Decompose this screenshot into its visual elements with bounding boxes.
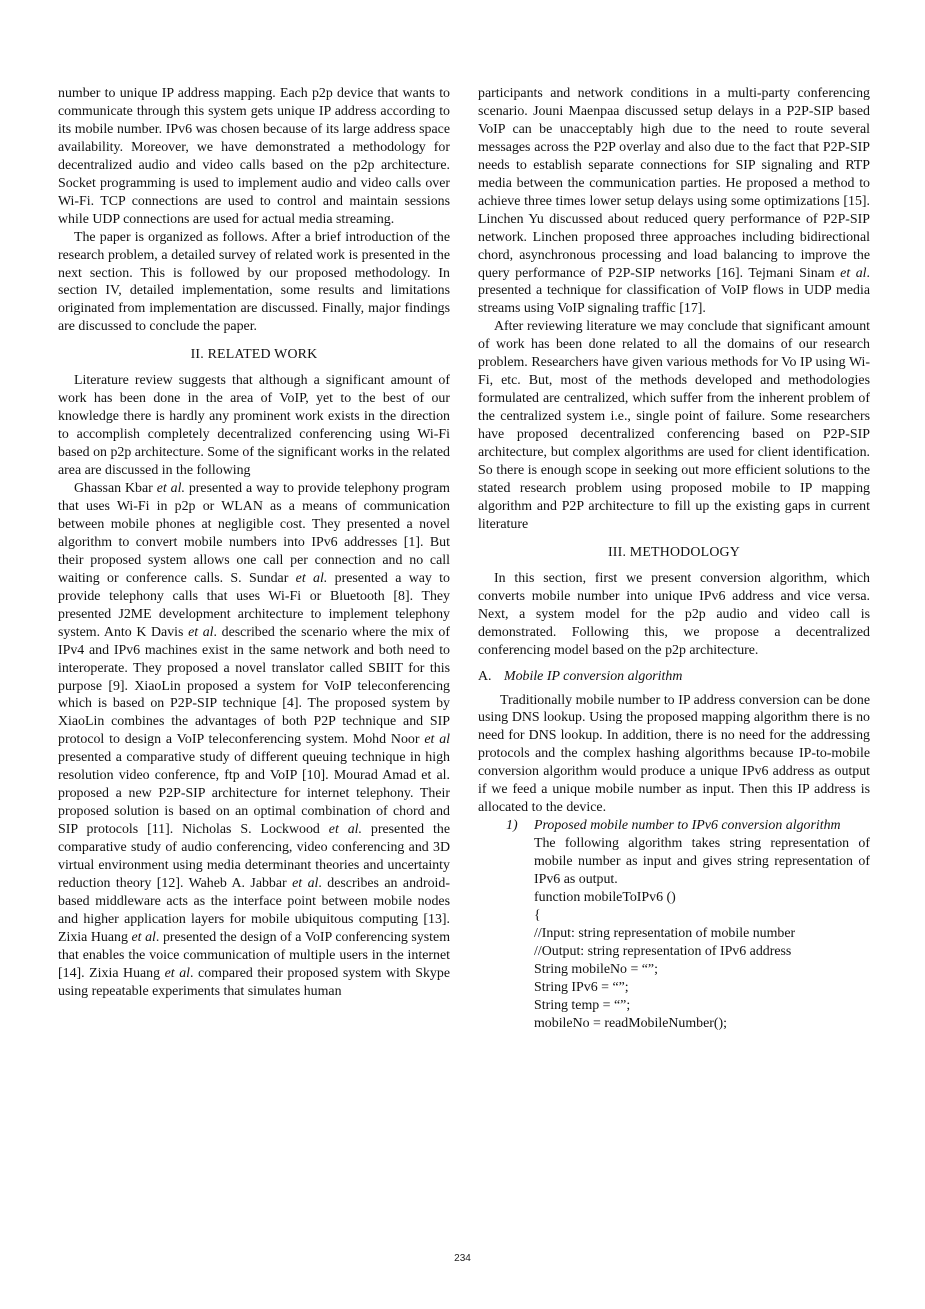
text-run: . presented a technique for classification of VoIP flows in UDP media streams using VoIP signaling traffic [17]. xyxy=(478,265,870,317)
code-line: function mobileToIPv6 () xyxy=(534,889,676,905)
etal-italic: et al. xyxy=(328,822,362,838)
code-line: //Output: string representation of IPv6 address xyxy=(534,943,792,959)
text-run: . compared their proposed system with Skype using repeatable experiments that simulates human xyxy=(58,965,450,999)
step-number: 1) xyxy=(506,818,518,834)
etal-italic: et al xyxy=(424,732,450,748)
subsection-label: A. xyxy=(478,668,492,684)
algorithm-step xyxy=(478,817,870,889)
paragraph-conversion: Traditionally mobile number to IP address conversion can be done using DNS lookup. Using the proposed mapping algorithm there is no need for DNS lookup. In addition, there is no need for the addressing protocols and the complex hashing algorithms because IP-to-mobile conversion algorithm would produce a unique IPv6 address as output if we feed a unique mobile number as input. Then this IP address is allocated to the device. xyxy=(478,692,870,816)
paragraph-intro-end: number to unique IP address mapping. Each p2p device that wants to communicate through this system gets unique IP address according to its mobile number. IPv6 was chosen because of its large address space availability. Moreover, we have demonstrated a methodology for decentralized audio and video calls based on the p2p architecture. Socket programming is used to implement audio and video calls over Wi-Fi. TCP connections are used to control and maintain sessions while UDP connections are used for actual media streaming. xyxy=(58,86,450,227)
code-line: { xyxy=(534,907,541,923)
text-run: presented the comparative study of audio conferencing, video conferencing and 3D virtual environment using media determinant theories and uncertainty reduction theory [12]. Waheb A. Jabbar xyxy=(58,822,451,891)
text-run: . presented the design of a VoIP conferencing system that enables the voice communication of multiple users in the internet [14]. Zixia Huang xyxy=(58,929,450,981)
paragraph-literature-conclusion: After reviewing literature we may conclude that significant amount of work has been done related to all the domains of our research problem. Researchers have given various methods for Vo IP using Wi-Fi, etc. But, most of the methods developed and methodologies formulated are centralized, which suffer from the inherent problem of the centralized system i.e., single point of failure. Some researchers have proposed decentralized conferencing based on P2P-SIP architecture, but complex algorithms are used for client identification. So there is enough scope in seeking out more efficient solutions to the stated research problem using proposed mobile to IP mapping algorithm and P2P architecture to fill up the existing gaps in current literature xyxy=(478,319,870,532)
etal-italic: et al. xyxy=(156,481,185,497)
step-body: The following algorithm takes string representation of mobile number as input and gives string representation of IPv6 as output. xyxy=(534,836,870,888)
code-listing xyxy=(478,889,870,1033)
code-line: String mobileNo = “”; xyxy=(534,961,658,977)
subsection-heading-conversion xyxy=(478,668,870,686)
paragraph-related-works-cont xyxy=(478,85,870,318)
etal-italic: et al xyxy=(188,624,214,640)
text-run: . described the scenario where the mix of IPv4 and IPv6 machines exist in the same network and both need to interoperate. They proposed a novel translator called SBIIT for this purpose [9]. XiaoLin proposed a system for VoIP teleconferencing which is based on P2P-SIP technique [4]. The proposed system by XiaoLin combines the advantages of both P2P technique and SIP protocol to design a VoIP teleconferencing system. Mohd Noor xyxy=(58,624,450,748)
text-run: presented a way to provide telephony program that uses Wi-Fi in p2p or WLAN as a means of communication between mobile phones at negligible cost. They presented a novel algorithm to convert mobile numbers into IPv6 addresses [1]. But their proposed system allows one call per connection and no call waiting or conference calls. S. Sundar xyxy=(58,481,450,586)
paragraph-related-works xyxy=(58,480,450,1001)
etal-italic: et al xyxy=(292,875,319,891)
paragraph-literature-review: Literature review suggests that although a significant amount of work has been done in the area of VoIP, yet to the best of our knowledge there is hardly any prominent work exists in the direction to accomplish completely decentralized conferencing using Wi-Fi based on p2p architecture. Some of the significant works in the related area are discussed in the following xyxy=(58,373,450,479)
text-run: participants and network conditions in a multi-party conferencing scenario. Jouni Maenpaa discussed setup delays in a P2P-SIP based VoIP can be unacceptably high due to the need to route several messages across the P2P overlay and also due to the fact that P2P-SIP needs to establish separate connections for SIP signaling and RTP media between the communication parties. He proposed a method to achieve three times lower setup delays using some optimizations [15]. Linchen Yu discussed about reduced query performance of P2P-SIP network. Linchen proposed three approaches including bidirectional chord, asynchronous processing and load balancing to improve the query performance of P2P-SIP networks [16]. Tejmani Sinam xyxy=(478,86,870,281)
text-run: Ghassan Kbar xyxy=(74,481,157,497)
page-number: 234 xyxy=(454,1253,471,1264)
etal-italic: et al xyxy=(840,265,867,281)
paragraph-organization: The paper is organized as follows. After a brief introduction of the research problem, a detailed survey of related work is presented in the next section. This is followed by our proposed methodology. In section IV, detailed implementation, some results and limitations originated from implementation are discussed. Finally, major findings are discussed to conclude the paper. xyxy=(58,229,450,335)
code-line: String IPv6 = “”; xyxy=(534,979,629,995)
left-column xyxy=(58,85,450,1001)
etal-italic: et al xyxy=(131,929,156,945)
text-run: . describes an android-based middleware acts as the interface point between mobile nodes and higher application layers for mobile ubiquitous computing [13]. Zixia Huang xyxy=(58,875,450,945)
step-title: Proposed mobile number to IPv6 conversion algorithm xyxy=(534,818,841,834)
text-run: presented a way to provide telephony calls that uses Wi-Fi or Bluetooth [8]. They presented J2ME development architecture to implement telephony system. Anto K Davis xyxy=(58,570,450,640)
code-line: //Input: string representation of mobile number xyxy=(534,925,796,941)
etal-italic: et al xyxy=(164,965,191,981)
code-line: mobileNo = readMobileNumber(); xyxy=(534,1015,727,1031)
paragraph-methodology-intro: In this section, first we present conversion algorithm, which converts mobile number into unique IPv6 address and vice versa. Next, a system model for the p2p audio and video call is demonstrated. Following this, we propose a decentralized conferencing model based on the p2p architecture. xyxy=(478,570,870,658)
section-heading-related-work: II. RELATED WORK xyxy=(190,347,318,363)
right-column xyxy=(478,85,870,1033)
code-line: String temp = “”; xyxy=(534,997,631,1013)
section-heading-methodology: III. METHODOLOGY xyxy=(607,544,741,560)
text-run: presented a comparative study of different queuing technique in high resolution video conference, ftp and VoIP [10]. Mourad Amad et al. proposed a new P2P-SIP architecture for internet telephony. Their proposed solution is based on an optimal combination of chord and SIP protocols [11]. Nicholas S. Lockwood xyxy=(58,750,450,838)
subsection-title: Mobile IP conversion algorithm xyxy=(504,668,683,684)
etal-italic: et al. xyxy=(295,570,328,586)
